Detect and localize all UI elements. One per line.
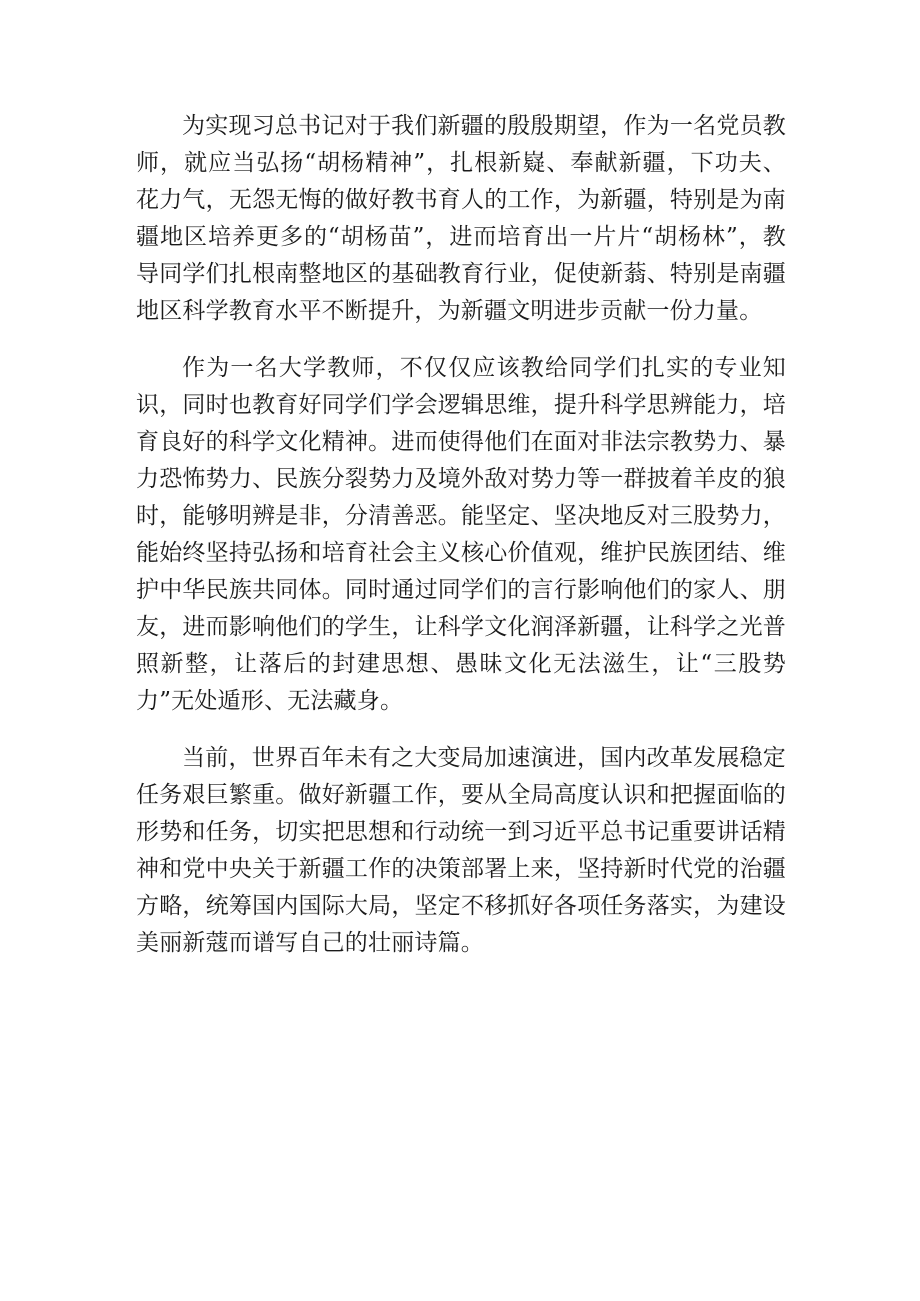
document-body [136, 108, 786, 982]
paragraph-1: 为实现习总书记对于我们新疆的殷殷期望，作为一名党员教师，就应当弘扬“胡杨精神”，扎根新嶷、奉献新疆，下功夫、花力气，无怨无悔的做好教书育人的工作，为新疆，特别是为南疆地区培养更多的“胡杨苗”，进而培育出一片片“胡杨林”，教导同学们扎根南整地区的基础教育行业，促使新蓊、特别是南疆地区科学教育水平不断提升，为新疆文明进步贡献一份力量。 [136, 113, 786, 324]
paragraph-3: 当前，世界百年未有之大变局加速演进，国内改革发展稳定任务艰巨繁重。做好新疆工作，要从全局高度认识和把握面临的形势和任务，切实把思想和行动统一到习近平总书记重要讲话精神和党中央关于新疆工作的决策部署上来，坚持新时代党的治疆方略，统筹国内国际大局，坚定不移抓好各项任务落实，为建设美丽新蔻而谱写自己的壮丽诗篇。 [136, 745, 786, 956]
paragraph-2: 作为一名大学教师，不仅仅应该教给同学们扎实的专业知识，同时也教育好同学们学会逻辑思维，提升科学思辨能力，培育良好的科学文化精神。进而使得他们在面对非法宗教势力、暴力恐怖势力、民族分裂势力及境外敌对势力等一群披着羊皮的狼时，能够明辨是非，分清善恶。能坚定、坚决地反对三股势力，能始终坚持弘扬和培育社会主义核心价值观，维护民族团结、维护中华民族共同体。同时通过同学们的言行影响他们的家人、朋友，进而影响他们的学生，让科学文化润泽新疆，让科学之光普照新整，让落后的封建思想、愚昧文化无法滋生，让“三股势力”无处遁形、无法藏身。 [136, 355, 786, 714]
